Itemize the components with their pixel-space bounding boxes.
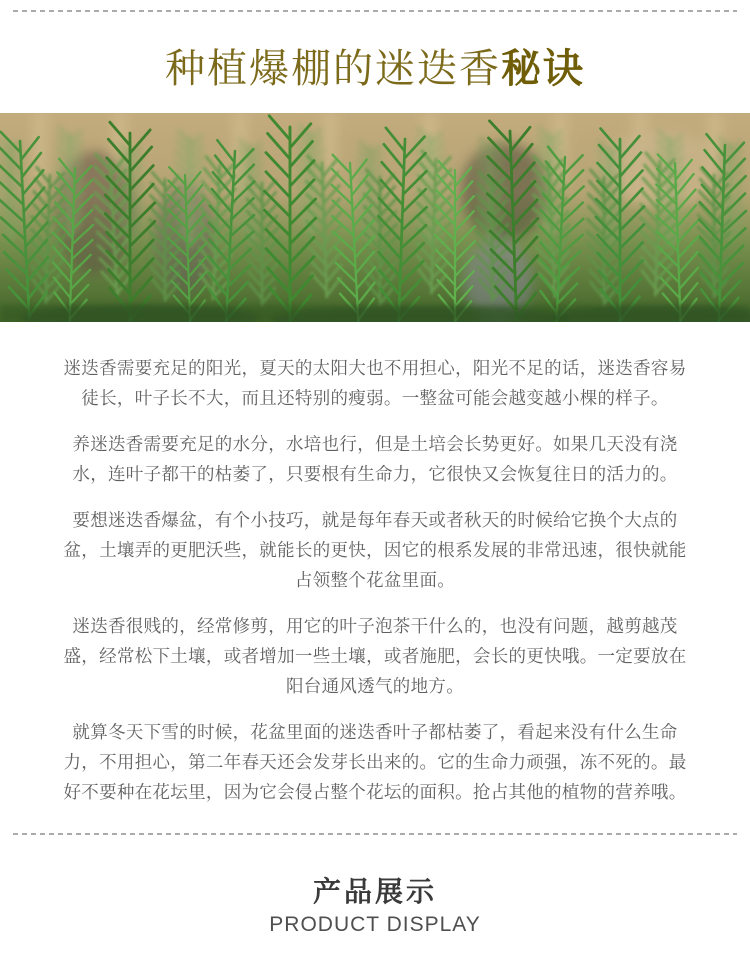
section-title-zh: 产品展示 <box>312 876 437 907</box>
page-title <box>0 48 750 90</box>
care-tip-paragraph-water: 养迷迭香需要充足的水分，水培也行，但是土培会长势更好。如果几天没有浇水，连叶子都干的枯萎了，只要根有生命力，它很快又会恢复往日的活力的。 <box>72 434 678 484</box>
page-title-text: 种植爆棚的迷迭香 <box>165 47 501 91</box>
rosemary-photo-illustration <box>0 113 750 322</box>
page-title-emphasis: 秘诀 <box>501 47 585 91</box>
care-tips-article <box>61 322 689 807</box>
dashed-divider-bottom <box>13 833 737 835</box>
section-header <box>0 875 750 938</box>
care-tip-paragraph-repotting: 要想迷迭香爆盆，有个小技巧，就是每年春天或者秋天的时候给它换个大点的盆，土壤弄的更肥沃些，就能长的更快，因它的根系发展的非常迅速，很快就能占领整个花盆里面。 <box>63 510 687 590</box>
care-tip-paragraph-sunlight: 迷迭香需要充足的阳光，夏天的太阳大也不用担心，阳光不足的话，迷迭香容易徒长，叶子长不大，而且还特别的瘦弱。一整盆可能会越变越小棵的样子。 <box>63 358 687 408</box>
care-tip-paragraph-pruning: 迷迭香很贱的，经常修剪，用它的叶子泡茶干什么的，也没有问题，越剪越茂盛，经常松下土壤，或者增加一些土壤，或者施肥，会长的更快哦。一定要放在阳台通风透气的地方。 <box>63 616 687 696</box>
section-title-en: PRODUCT DISPLAY <box>269 913 481 936</box>
dashed-divider-top <box>13 10 737 12</box>
care-tip-paragraph-winter: 就算冬天下雪的时候，花盆里面的迷迭香叶子都枯萎了，看起来没有什么生命力，不用担心，第二年春天还会发芽长出来的。它的生命力顽强，冻不死的。最好不要种在花坛里，因为它会侵占整个花坛的面积。抢占其他的植物的营养哦。 <box>63 722 687 802</box>
rosemary-field-photo <box>0 113 750 322</box>
